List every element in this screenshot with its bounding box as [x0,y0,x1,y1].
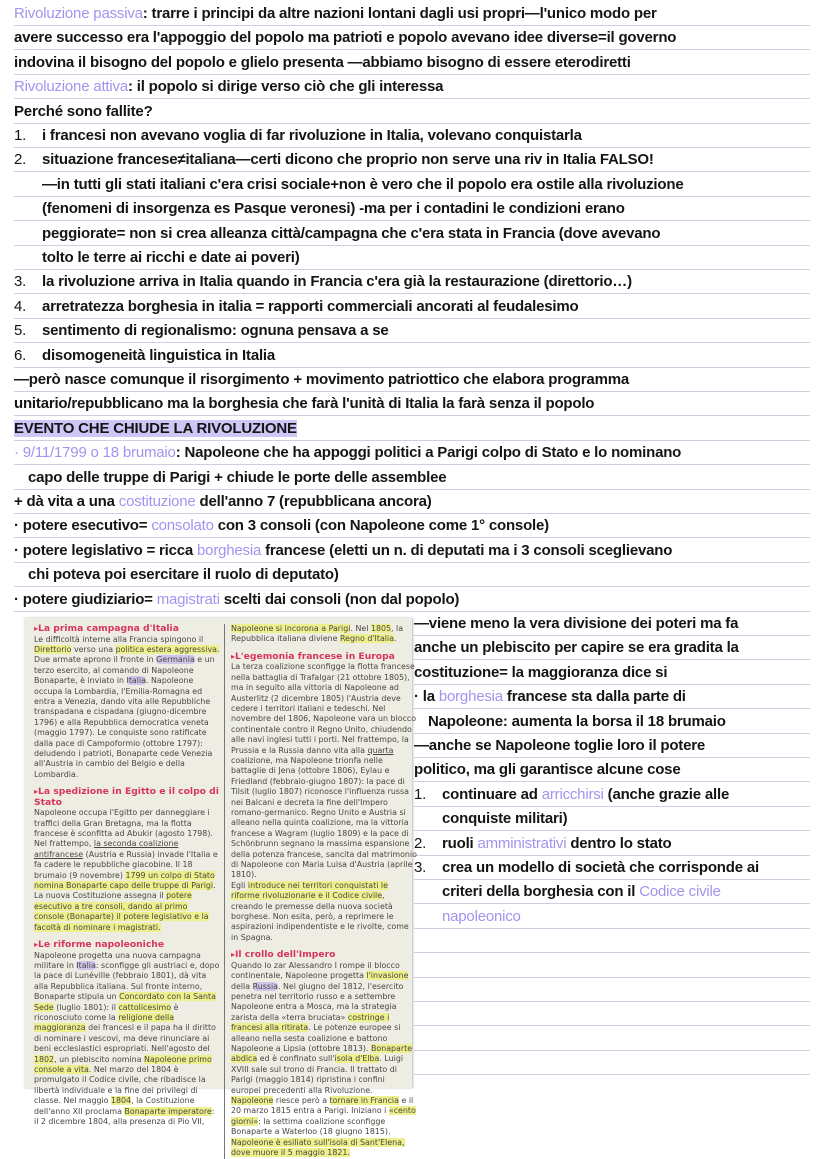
list-number: 1. [14,127,27,144]
yellow-highlight: tornare in Francia [329,1096,399,1106]
side-note-line [414,612,810,636]
circled-word: Italia [76,960,96,970]
line-text [14,542,672,559]
side-note-line [414,954,810,978]
side-note-line [414,832,810,856]
text-segment: ruoli [442,834,478,852]
keyword-highlight: arricchirsi [541,785,604,803]
side-note-line [414,929,810,953]
note-line [14,75,810,99]
yellow-highlight: potere esecutivo a tre consoli, dando al primo console (Bonaparte) il potere legislativo e la facoltà di nominare i magistrati. [34,891,209,932]
side-note-line [414,978,810,1002]
line-text [414,859,759,876]
text-segment: , un plebiscito nomina [54,1054,144,1064]
text-segment: · potere legislativo = ricca [14,541,198,559]
line-text [14,591,459,608]
yellow-highlight: Napoleone primo console a vita [34,1054,212,1075]
yellow-highlight: cattolicesimo [118,1002,172,1012]
text-segment: coalizione, ma Napoleone trionfa nelle battaglie di Jena (ottobre 1806), Eylau e Friedland (febbraio-giugno 1807): la pace di Tilsit (luglio 1807) riconosce l'influenza russa nei Balcani e decreta la fine dell'Impero romano-germanico. Regno Unito e Austria si alleano nella quinta coalizione, ma la vittoria francese a Wagram (luglio 1809) e la pace di Schönbrunn segnano la massima espansione della potenza francese, sancita dal matrimonio di Napoleone con Maria Luisa d'Austria (aprile 1810). [231,755,417,880]
text-segment: : il 2 dicembre 1804, alla presenza di Pio VII, [34,1106,215,1127]
text-segment: Perché sono fallite? [14,102,153,120]
note-line [14,124,810,148]
yellow-highlight: costringe i francesi alla ritirata [231,1012,390,1033]
note-line [14,490,810,514]
list-number: 3. [14,273,27,291]
text-segment: peggiorate= non si crea alleanza città/campagna che c'era stata in Francia (dove avevano [42,224,661,242]
text-segment: della [231,981,253,991]
side-note-line [414,758,810,782]
text-segment: i francesi non avevano voglia di far rivoluzione in Italia, volevano conquistarla [42,127,582,144]
underlined-text: la seconda coalizione antifrancese [34,839,179,859]
list-number: 6. [14,346,27,364]
note-line [14,539,810,563]
side-note-line [414,636,810,660]
text-segment: dei francesi e il papa ha il diritto di nominare i vescovi, ma deve rinunciare ai beni ecclesiastici espropriati. Nell'agosto del [34,1023,216,1054]
text-segment: : sconfigge gli austriaci e, dopo la pace di Lunéville (febbraio 1801), dà vita alla Repubblica italiana. Sul fronte interno, Bonaparte stipula un [34,960,220,1002]
line-text [14,371,629,388]
textbook-paragraph [231,961,417,1159]
side-note-line [414,1027,810,1051]
keyword-highlight: costituzione [118,493,196,510]
line-text [414,761,680,778]
yellow-highlight: 1799 un colpo di Stato nomina Bonaparte capo delle truppe di Parigi [34,870,215,891]
text-segment: sentimento di regionalismo: ognuna pensava a se [42,322,389,340]
line-text [28,469,446,486]
keyword-highlight: Rivoluzione passiva [14,5,143,22]
text-segment: criteri della borghesia con il [442,883,640,901]
text-segment: unitario/repubblicano ma la borghesia che farà l'unità di Italia la farà senza il popolo [14,395,595,413]
note-line [14,441,810,465]
textbook-heading: ▸ La prima campagna d'Italia [34,624,220,635]
text-segment: anche un plebiscito per capire se era gradita la [414,639,739,657]
line-text [442,883,721,900]
textbook-column-2 [224,624,417,1159]
list-number: 2. [414,834,427,852]
yellow-highlight: introduce nei territori conquistati le riforme rivoluzionarie e il Codice civile [231,880,388,901]
text-segment: · la [414,688,439,706]
text-segment: : il popolo si dirige verso ciò che gli interessa [127,78,444,96]
text-segment: (fenomeni di insorgenza es Pasque veronesi) -ma per i contadini le condizioni erano [42,200,625,218]
textbook-paragraph [231,624,417,645]
line-text [14,151,654,168]
textbook-excerpt-image [24,618,417,1158]
keyword-highlight: Codice civile [639,883,721,901]
text-segment: . La nuova Costituzione assegna il [34,881,216,901]
line-text [14,298,578,315]
note-line [14,514,810,538]
text-segment: . Napoleone occupa la Lombardia, l'Emilia-Romagna ed entra a Venezia, dando vita alle Repubbliche transpadana e cispadana (giugno-dicembre 1796) e alla Repubblica democratica veneta (maggio 1797). Le conquiste sono ratificate dalla pace di Campoformio (ottobre 1797): deludendo i patrioti, Bonaparte cede Venezia all'Austria in cambio del Belgio e della Lombardia. [34,676,213,779]
line-text [14,78,443,95]
text-segment: —anche se Napoleone toglie loro il potere [414,737,706,754]
text-segment: Quando lo zar Alessandro I rompe il blocco continentale, Napoleone progetta [231,960,400,981]
textbook-paragraph [231,881,417,943]
text-segment: . Luigi XVIII sale sul trono di Francia. Il trattato di Parigi (maggio 1814) ripristina i confini europei precedenti alla Rivoluzione. [231,1054,404,1095]
note-line [14,100,810,124]
text-segment: arretratezza borghesia in italia = rapporti commerciali ancorati al feudalesimo [42,297,579,315]
textbook-heading: ▸ La spedizione in Egitto e il colpo di Stato [34,787,220,808]
line-text [414,688,686,705]
textbook-heading: ▸ Le riforme napoleoniche [34,940,220,951]
side-note-line [414,1002,810,1026]
text-segment: con 3 consoli (con Napoleone come 1° console) [213,517,549,535]
keyword-highlight: napoleonico [442,907,521,925]
note-line [14,319,810,343]
keyword-highlight: magistrati [156,590,220,608]
note-line [14,26,810,50]
yellow-highlight: Napoleone è esiliato sull'isola di Sant'Elena, dove muore il 5 maggio 1821. [231,1137,405,1158]
text-segment: Le difficoltà interne alla Francia spingono il [34,634,204,644]
textbook-paragraph [231,662,417,881]
note-line [14,222,810,246]
text-segment: capo delle truppe di Parigi + chiude le porte delle assemblee [28,468,447,486]
text-segment: (Austria e Russia) invade l'Italia e fa cadere le repubbliche giacobine. Il 18 brumaio (9 novembre) [34,849,218,880]
text-segment: costituzione= la maggioranza dice si [414,663,668,681]
text-segment: . Nel giugno del 1812, l'esercito penetra nel territorio russo e a settembre Napoleone entra a Mosca, ma la strategia zarista della «terra bruciata» [231,981,404,1022]
textbook-heading: ▸ Il crollo dell'Impero [231,950,417,961]
text-segment: , creando le premesse della nuova società borghese. Non esita, però, a reprimere le aspirazioni indipendentiste e le rivolte, come in Spagna. [231,891,409,942]
textbook-paragraph [34,808,220,933]
keyword-highlight: Rivoluzione attiva [14,78,128,96]
text-segment: · potere esecutivo= [14,517,152,535]
textbook-heading: ▸ L'egemonia francese in Europa [231,652,417,663]
text-segment: , la Costituzione dell'anno XII proclama [34,1096,195,1116]
line-text [14,322,389,339]
side-note-line [414,880,810,904]
text-segment: avere successo era l'appoggio del popolo ma patrioti e popolo avevano idee diverse=il governo [14,29,677,47]
note-line [14,148,810,172]
text-segment: crea un modello di società che corrisponde ai [442,859,759,876]
section-heading: EVENTO CHE CHIUDE LA RIVOLUZIONE [14,419,297,437]
line-text [14,103,153,120]
text-segment: indovina il bisogno del popolo e glielo presenta —abbiamo bisogno di essere eterodiretti [14,53,631,71]
line-text [14,395,594,412]
text-segment: riesce però a [273,1096,330,1106]
list-number: 3. [414,859,427,876]
text-segment: dentro lo stato [566,834,672,852]
line-text [42,176,683,193]
line-text [42,200,625,217]
side-note-line [414,783,810,807]
note-line [14,563,810,587]
line-text [14,444,681,461]
line-text [14,517,549,534]
yellow-highlight: Bonaparte imperatore [124,1106,212,1116]
keyword-highlight: borghesia [438,688,503,706]
note-line [14,51,810,75]
text-segment: (luglio 1801): il [53,1002,119,1012]
yellow-highlight: isola d'Elba [334,1054,380,1064]
note-line [14,392,810,416]
text-segment: è riconosciuto come la [34,1002,179,1022]
text-segment: Napoleone occupa l'Egitto per danneggiare i traffici della Gran Bretagna, ma la flotta francese è sconfitta ad Abukir (agosto 1798). Nel frattempo, [34,808,213,849]
note-line [14,270,810,294]
note-line [14,246,810,270]
text-segment: , la Repubblica italiana diviene [231,624,404,644]
text-segment: disomogeneità linguistica in Italia [42,346,276,364]
side-note-line [414,734,810,758]
yellow-highlight: 1805 [370,624,392,633]
note-line [14,2,810,26]
line-text [428,713,726,730]
line-text [414,664,667,681]
yellow-highlight: politica estera aggressiva. [115,644,220,654]
line-text [14,127,582,144]
text-segment: : trarre i principi da altre nazioni lontani dagli usi propri—l'unico modo per [142,5,657,22]
yellow-highlight: Napoleone [231,1096,274,1106]
list-number: 1. [414,785,427,803]
line-text [414,737,705,754]
text-segment: La terza coalizione sconfigge la flotta francese nella battaglia di Trafalgar (21 ottobre 1805), ma in seguito alla vittoria di Napoleone ad Austerlitz (2 dicembre 1805) l'Austria deve cedere i territori italiani e tedeschi. Nel novembre del 1806, Napoleone vara un blocco continentale contro il Regno Unito, chiudendo alle navi inglesi tutti i porti. Nel frattempo, la Prussia e la Russia danno vita alla [231,662,417,755]
list-number: 5. [14,322,27,340]
text-segment: verso una [71,644,116,654]
yellow-highlight: Napoleone si incorona a Parigi [231,624,351,633]
text-segment: politico, ma gli garantisce alcune cose [414,761,681,779]
yellow-highlight: Direttorio [34,644,72,654]
circled-word: Russia [252,981,278,991]
text-segment: . [394,634,397,644]
text-segment: : Napoleone che ha appoggi politici a Parigi colpo di Stato e lo nominano [175,444,682,462]
text-segment: e un terzo esercito, al comando di Napoleone Bonaparte, è inviato in [34,655,215,686]
text-segment: . Nel [350,624,371,633]
line-text [14,54,631,71]
yellow-highlight: l'invasione [366,971,409,981]
text-segment: ed è confinato sull' [257,1054,335,1064]
text-segment: tolto le terre ai ricchi e date ai poveri) [42,249,300,266]
line-text [14,273,632,290]
line-text [14,493,432,510]
text-segment: : la settima coalizione sconfigge Bonaparte a Waterloo (18 giugno 1815). [231,1116,391,1137]
side-note-line [414,856,810,880]
text-segment: situazione francese≠italiana—certi dicono che proprio non serve una riv in Italia FALSO! [42,151,654,169]
text-segment: francese sta dalla parte di [502,688,686,706]
yellow-highlight: Bonaparte abdica [231,1044,413,1064]
list-number: 4. [14,297,27,315]
circled-word: Germania [156,655,195,665]
text-segment: . Nel marzo del 1804 è promulgato il Codice civile, che ribadisce la libertà individuale e la fine dei privilegi di classe. Nel maggio [34,1065,206,1106]
line-text [414,786,729,803]
line-text [414,835,672,852]
text-segment: continuare ad [442,785,542,803]
text-segment: . Le potenze europee si alleano nella sesta coalizione e battono Napoleone a Lipsia (ottobre 1813). [231,1023,401,1054]
text-segment: conquiste militari) [442,810,568,828]
line-text [442,810,567,827]
line-text [442,908,521,925]
keyword-highlight: consolato [151,517,214,535]
text-segment: chi poteva poi esercitare il ruolo di deputato) [28,566,339,584]
line-text [28,566,339,583]
note-line [14,466,810,490]
side-note-line [414,710,810,734]
line-text [42,249,300,266]
line-text [414,615,738,632]
textbook-paragraph [34,951,220,1128]
side-note-line [414,905,810,929]
line-text [14,420,297,437]
text-segment: e il 20 marzo 1815 entra a Parigi. Iniziano i [231,1096,414,1116]
text-segment: · potere giudiziario= [14,590,157,608]
yellow-highlight: Regno d'Italia [340,634,395,644]
yellow-highlight: Concordato con la Santa Sede [34,992,216,1012]
circled-word: Italia [126,676,146,686]
side-note-line [414,1051,810,1075]
note-line [14,173,810,197]
text-segment: (anche grazie alle [603,785,730,803]
text-segment: la rivoluzione arriva in Italia quando in Francia c'era già la restaurazione (direttorio…) [42,273,632,291]
list-number: 2. [14,151,27,169]
note-line [14,295,810,319]
side-note-line [414,807,810,831]
text-segment: scelti dai consoli (non dal popolo) [219,590,460,608]
line-text [14,29,676,46]
text-segment: dell'anno 7 (repubblicana ancora) [195,493,432,510]
yellow-highlight: «cento giorni» [231,1106,416,1126]
note-line [14,588,810,612]
keyword-highlight: · 9/11/1799 o 18 brumaio [14,444,176,462]
yellow-highlight: 1802 [34,1054,55,1064]
textbook-paragraph [34,635,220,781]
text-segment: Egli [231,880,248,890]
text-segment: —in tutti gli stati italiani c'era crisi sociale+non è vero che il popolo era ostile alla rivoluzione [42,175,684,193]
line-text [414,639,739,656]
side-note-line [414,685,810,709]
yellow-highlight: religione della maggioranza [34,1013,175,1033]
note-line [14,417,810,441]
text-segment: —viene meno la vera divisione dei poteri ma fa [414,615,739,632]
note-line [14,197,810,221]
line-text [14,5,657,22]
text-segment: Napoleone: aumenta la borsa il 18 brumaio [428,712,726,730]
note-line [14,344,810,368]
keyword-highlight: borghesia [197,541,262,559]
yellow-highlight: 1804 [110,1096,132,1106]
text-segment: Napoleone progetta una nuova campagna militare in [34,950,201,970]
note-line [14,368,810,392]
text-segment: Due armate aprono il fronte in [34,655,157,665]
text-segment: francese (eletti un n. di deputati ma i 3 consoli sceglievano [261,541,673,559]
side-note-line [414,661,810,685]
underlined-text: quarta [367,745,394,755]
line-text [42,225,660,242]
textbook-column-1 [34,624,220,1127]
keyword-highlight: amministrativi [477,834,567,852]
text-segment: —però nasce comunque il risorgimento + movimento patriottico che elabora programma [14,371,629,388]
line-text [14,347,275,364]
text-segment: + dà vita a una [14,493,119,510]
